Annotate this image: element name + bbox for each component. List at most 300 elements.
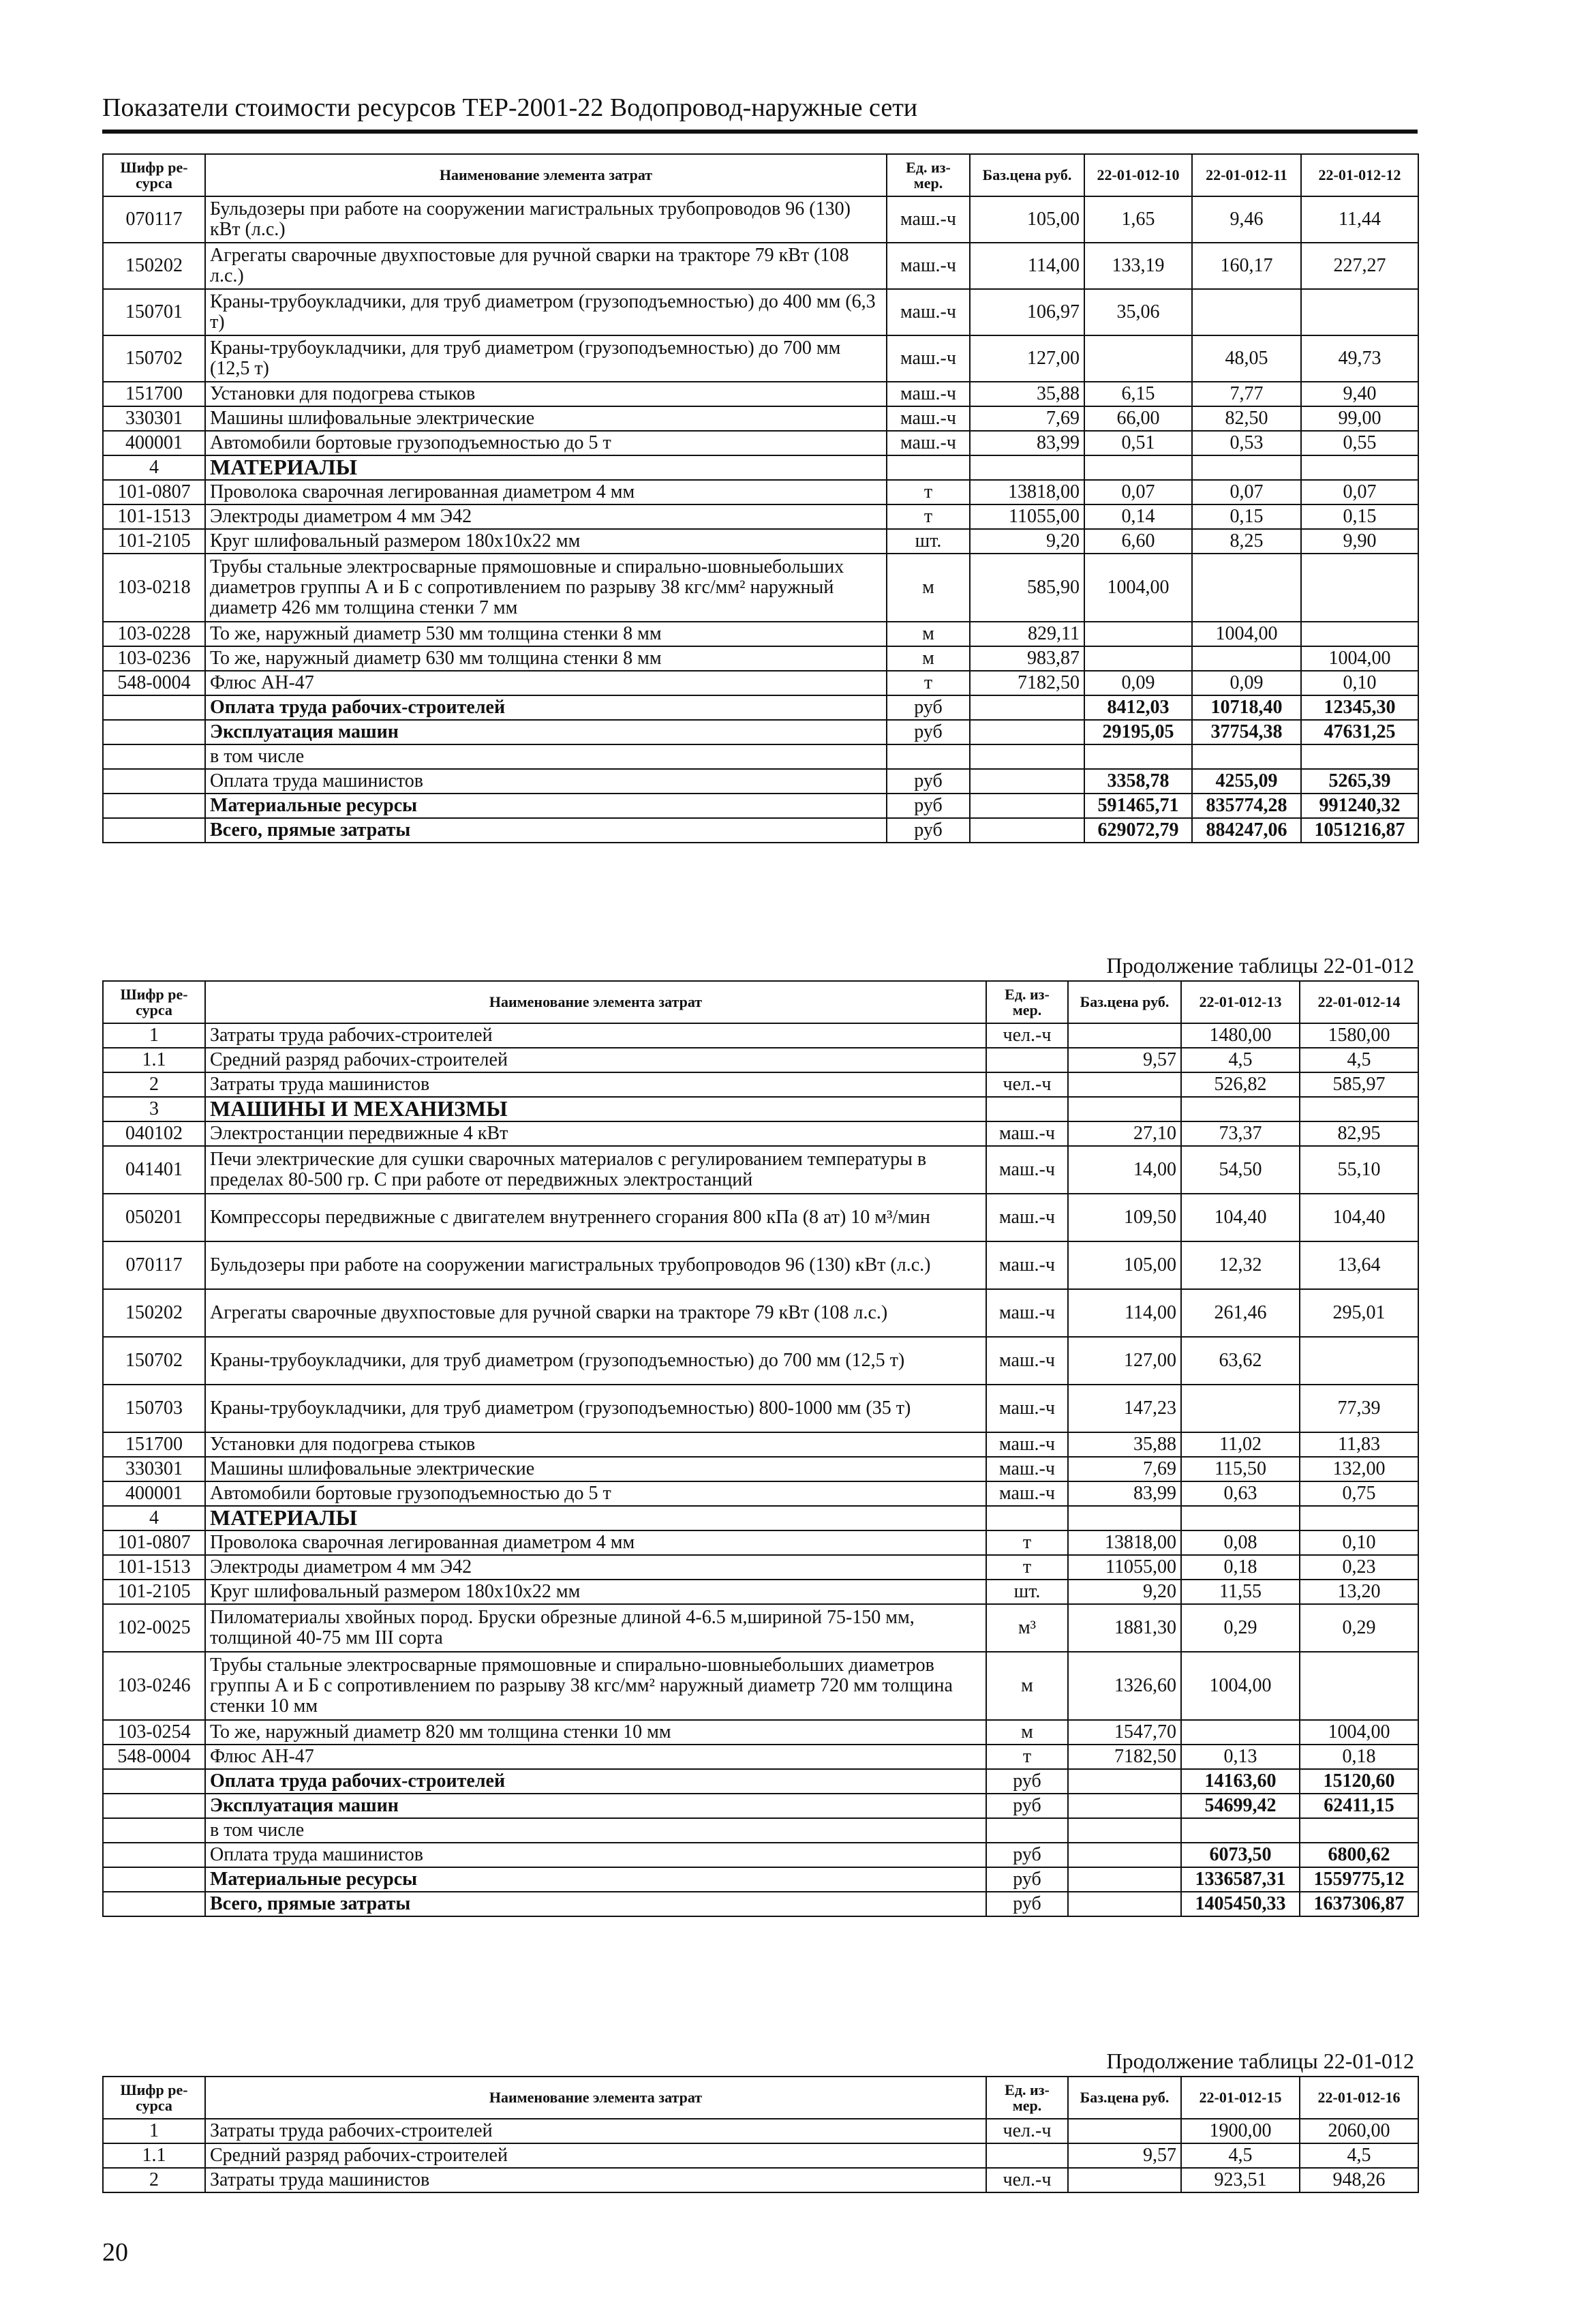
table-row <box>103 1241 1418 1289</box>
header-row <box>103 154 1418 196</box>
resource-name-cell: Установки для подогрева стыков <box>205 382 887 406</box>
value-cell: 37754,38 <box>1192 720 1301 744</box>
unit-cell <box>986 1506 1068 1530</box>
resource-code-cell: 1 <box>103 1023 205 1048</box>
value-cell: 54699,42 <box>1181 1794 1300 1818</box>
value-cell: 227,27 <box>1301 243 1418 289</box>
value-cell: 6073,50 <box>1181 1843 1300 1867</box>
unit-cell: маш.-ч <box>986 1432 1068 1457</box>
value-cell: 1004,00 <box>1181 1652 1300 1720</box>
value-cell: 10718,40 <box>1192 695 1301 720</box>
resource-name-cell: Эксплуатация машин <box>205 720 887 744</box>
unit-cell: т <box>986 1530 1068 1555</box>
base-price-cell <box>1068 1867 1181 1892</box>
base-price-cell <box>970 818 1084 843</box>
value-cell: 77,39 <box>1300 1385 1418 1432</box>
value-cell: 629072,79 <box>1084 818 1192 843</box>
continuation-note-1: Продолжение таблицы 22-01-012 <box>1106 953 1414 978</box>
value-cell: 0,09 <box>1192 671 1301 695</box>
value-cell: 6800,62 <box>1300 1843 1418 1867</box>
resource-name-cell: То же, наружный диаметр 820 мм толщина стенки 10 мм <box>205 1720 986 1745</box>
value-cell: 1405450,33 <box>1181 1892 1300 1916</box>
unit-cell: руб <box>887 695 970 720</box>
resource-name-cell: Затраты труда рабочих-строителей <box>205 1023 986 1048</box>
table-row <box>103 335 1418 382</box>
table-row <box>103 769 1418 794</box>
value-cell: 132,00 <box>1300 1457 1418 1481</box>
value-cell: 591465,71 <box>1084 794 1192 818</box>
value-cell: 0,53 <box>1192 431 1301 455</box>
resource-code-cell: 103-0236 <box>103 646 205 671</box>
value-cell: 1,65 <box>1084 196 1192 243</box>
base-price-cell <box>1068 1023 1181 1048</box>
table-row <box>103 1720 1418 1745</box>
base-price-cell <box>970 720 1084 744</box>
value-cell: 9,40 <box>1301 382 1418 406</box>
value-cell <box>1301 455 1418 480</box>
resource-name-cell: Затраты труда машинистов <box>205 1072 986 1097</box>
table-row <box>103 1818 1418 1843</box>
value-cell: 0,07 <box>1301 480 1418 504</box>
resource-code-cell: 150202 <box>103 243 205 289</box>
base-price-cell <box>970 455 1084 480</box>
value-cell: 0,55 <box>1301 431 1418 455</box>
resource-code-cell <box>103 1867 205 1892</box>
unit-cell: маш.-ч <box>986 1194 1068 1241</box>
value-cell <box>1084 744 1192 769</box>
resource-name-cell: в том числе <box>205 744 887 769</box>
table-row <box>103 1121 1418 1146</box>
table-row <box>103 2119 1418 2143</box>
column-header: Наименование элемента затрат <box>205 2077 986 2119</box>
value-cell: 295,01 <box>1300 1289 1418 1337</box>
base-price-cell: 9,20 <box>1068 1580 1181 1604</box>
base-price-cell <box>1068 1892 1181 1916</box>
value-cell: 160,17 <box>1192 243 1301 289</box>
resource-name-cell: Флюс АН-47 <box>205 1745 986 1769</box>
resource-table-2 <box>102 980 1419 1917</box>
resource-name-cell: Оплата труда рабочих-строителей <box>205 1769 986 1794</box>
resource-name-cell: Краны-трубоукладчики, для труб диаметром (грузоподъемностью) до 700 мм (12,5 т) <box>205 1337 986 1385</box>
base-price-cell: 7182,50 <box>1068 1745 1181 1769</box>
resource-name-cell: Эксплуатация машин <box>205 1794 986 1818</box>
value-cell <box>1181 1097 1300 1121</box>
value-cell: 9,46 <box>1192 196 1301 243</box>
value-cell: 991240,32 <box>1301 794 1418 818</box>
unit-cell <box>887 455 970 480</box>
header-row <box>103 981 1418 1023</box>
unit-cell: маш.-ч <box>986 1289 1068 1337</box>
value-cell: 11,55 <box>1181 1580 1300 1604</box>
value-cell: 82,95 <box>1300 1121 1418 1146</box>
value-cell <box>1301 622 1418 646</box>
value-cell <box>1192 744 1301 769</box>
value-cell: 4,5 <box>1181 2143 1300 2168</box>
unit-cell: маш.-ч <box>887 406 970 431</box>
resource-name-cell: Агрегаты сварочные двухпостовые для ручной сварки на тракторе 79 кВт (108 л.с.) <box>205 1289 986 1337</box>
resource-code-cell <box>103 1769 205 1794</box>
resource-code-cell: 070117 <box>103 196 205 243</box>
base-price-cell: 9,20 <box>970 529 1084 554</box>
unit-cell: руб <box>887 794 970 818</box>
unit-cell <box>986 1097 1068 1121</box>
value-cell: 4,5 <box>1300 1048 1418 1072</box>
resource-name-cell: Затраты труда рабочих-строителей <box>205 2119 986 2143</box>
resource-name-cell: Автомобили бортовые грузоподъемностью до 5 т <box>205 1481 986 1506</box>
value-cell <box>1300 1337 1418 1385</box>
unit-cell: м <box>887 646 970 671</box>
unit-cell <box>986 1818 1068 1843</box>
value-cell <box>1084 622 1192 646</box>
resource-name-cell: МАТЕРИАЛЫ <box>205 455 887 480</box>
column-header: Ед. из-мер. <box>986 981 1068 1023</box>
table-row <box>103 1097 1418 1121</box>
base-price-cell <box>1068 2119 1181 2143</box>
unit-cell <box>986 2143 1068 2168</box>
value-cell: 1051216,87 <box>1301 818 1418 843</box>
base-price-cell <box>1068 1506 1181 1530</box>
unit-cell: т <box>887 671 970 695</box>
column-header: Шифр ре-сурса <box>103 154 205 196</box>
base-price-cell: 114,00 <box>1068 1289 1181 1337</box>
resource-code-cell: 1.1 <box>103 1048 205 1072</box>
unit-cell: маш.-ч <box>986 1457 1068 1481</box>
table-row <box>103 1072 1418 1097</box>
resource-code-cell: 041401 <box>103 1146 205 1194</box>
value-cell: 0,18 <box>1300 1745 1418 1769</box>
value-cell: 0,51 <box>1084 431 1192 455</box>
value-cell: 47631,25 <box>1301 720 1418 744</box>
resource-name-cell: МАШИНЫ И МЕХАНИЗМЫ <box>205 1097 986 1121</box>
base-price-cell <box>1068 1769 1181 1794</box>
resource-code-cell: 102-0025 <box>103 1604 205 1652</box>
resource-name-cell: Всего, прямые затраты <box>205 1892 986 1916</box>
value-cell: 4255,09 <box>1192 769 1301 794</box>
base-price-cell: 105,00 <box>1068 1241 1181 1289</box>
value-cell: 7,77 <box>1192 382 1301 406</box>
resource-name-cell: МАТЕРИАЛЫ <box>205 1506 986 1530</box>
value-cell: 884247,06 <box>1192 818 1301 843</box>
resource-name-cell: Пиломатериалы хвойных пород. Бруски обрезные длиной 4-6.5 м,шириной 75-150 мм, толщиной 40-75 мм III сорта <box>205 1604 986 1652</box>
base-price-cell: 7,69 <box>1068 1457 1181 1481</box>
resource-code-cell: 400001 <box>103 1481 205 1506</box>
value-cell: 0,18 <box>1181 1555 1300 1580</box>
unit-cell: маш.-ч <box>986 1337 1068 1385</box>
unit-cell: м <box>986 1720 1068 1745</box>
value-cell: 8,25 <box>1192 529 1301 554</box>
resource-code-cell: 548-0004 <box>103 671 205 695</box>
resource-code-cell <box>103 818 205 843</box>
resource-code-cell: 103-0218 <box>103 554 205 622</box>
table-row <box>103 720 1418 744</box>
table-row <box>103 431 1418 455</box>
value-cell <box>1192 646 1301 671</box>
base-price-cell: 1326,60 <box>1068 1652 1181 1720</box>
resource-name-cell: Краны-трубоукладчики, для труб диаметром (грузоподъемностью) до 700 мм (12,5 т) <box>205 335 887 382</box>
column-header: Баз.цена руб. <box>1068 981 1181 1023</box>
base-price-cell: 13818,00 <box>970 480 1084 504</box>
value-cell: 12345,30 <box>1301 695 1418 720</box>
value-cell: 63,62 <box>1181 1337 1300 1385</box>
base-price-cell <box>1068 1097 1181 1121</box>
unit-cell: чел.-ч <box>986 2168 1068 2192</box>
table-row <box>103 744 1418 769</box>
resource-name-cell: Проволока сварочная легированная диаметром 4 мм <box>205 480 887 504</box>
base-price-cell <box>1068 1072 1181 1097</box>
resource-name-cell: Краны-трубоукладчики, для труб диаметром (грузоподъемностью) 800-1000 мм (35 т) <box>205 1385 986 1432</box>
resource-name-cell: То же, наружный диаметр 530 мм толщина стенки 8 мм <box>205 622 887 646</box>
resource-code-cell: 330301 <box>103 1457 205 1481</box>
unit-cell <box>986 1048 1068 1072</box>
value-cell: 1900,00 <box>1181 2119 1300 2143</box>
value-cell: 0,23 <box>1300 1555 1418 1580</box>
resource-code-cell: 070117 <box>103 1241 205 1289</box>
table-row <box>103 794 1418 818</box>
resource-code-cell: 2 <box>103 2168 205 2192</box>
value-cell: 11,02 <box>1181 1432 1300 1457</box>
value-cell: 0,29 <box>1300 1604 1418 1652</box>
value-cell: 11,44 <box>1301 196 1418 243</box>
base-price-cell: 147,23 <box>1068 1385 1181 1432</box>
value-cell <box>1300 1818 1418 1843</box>
resource-name-cell: Оплата труда рабочих-строителей <box>205 695 887 720</box>
value-cell: 49,73 <box>1301 335 1418 382</box>
resource-name-cell: Оплата труда машинистов <box>205 769 887 794</box>
table-row <box>103 1580 1418 1604</box>
base-price-cell: 829,11 <box>970 622 1084 646</box>
base-price-cell <box>970 769 1084 794</box>
table-row <box>103 695 1418 720</box>
resource-name-cell: Материальные ресурсы <box>205 794 887 818</box>
value-cell <box>1192 289 1301 335</box>
column-header: Наименование элемента затрат <box>205 981 986 1023</box>
table-row <box>103 1867 1418 1892</box>
value-cell: 6,15 <box>1084 382 1192 406</box>
value-cell: 55,10 <box>1300 1146 1418 1194</box>
column-header: Баз.цена руб. <box>1068 2077 1181 2119</box>
resource-name-cell: Флюс АН-47 <box>205 671 887 695</box>
value-cell <box>1181 1385 1300 1432</box>
unit-cell: руб <box>887 818 970 843</box>
resource-code-cell <box>103 1818 205 1843</box>
column-header: Шифр ре-сурса <box>103 2077 205 2119</box>
resource-code-cell <box>103 1892 205 1916</box>
unit-cell: маш.-ч <box>887 289 970 335</box>
table-row <box>103 1530 1418 1555</box>
resource-name-cell: Круг шлифовальный размером 180x10x22 мм <box>205 529 887 554</box>
unit-cell: руб <box>887 720 970 744</box>
base-price-cell: 11055,00 <box>1068 1555 1181 1580</box>
table-row <box>103 622 1418 646</box>
value-cell <box>1300 1097 1418 1121</box>
resource-code-cell: 040102 <box>103 1121 205 1146</box>
table-row <box>103 1457 1418 1481</box>
base-price-cell: 127,00 <box>970 335 1084 382</box>
value-cell <box>1192 455 1301 480</box>
unit-cell: шт. <box>887 529 970 554</box>
value-cell: 13,64 <box>1300 1241 1418 1289</box>
unit-cell: руб <box>986 1892 1068 1916</box>
value-cell: 54,50 <box>1181 1146 1300 1194</box>
table-row <box>103 671 1418 695</box>
table-row <box>103 1385 1418 1432</box>
value-cell <box>1181 1506 1300 1530</box>
resource-name-cell: Проволока сварочная легированная диаметром 4 мм <box>205 1530 986 1555</box>
base-price-cell: 13818,00 <box>1068 1530 1181 1555</box>
resource-code-cell: 101-1513 <box>103 1555 205 1580</box>
unit-cell: чел.-ч <box>986 1072 1068 1097</box>
unit-cell: руб <box>986 1794 1068 1818</box>
resource-name-cell: Средний разряд рабочих-строителей <box>205 2143 986 2168</box>
unit-cell: маш.-ч <box>986 1241 1068 1289</box>
base-price-cell: 983,87 <box>970 646 1084 671</box>
resource-code-cell: 050201 <box>103 1194 205 1241</box>
value-cell: 133,19 <box>1084 243 1192 289</box>
column-header: 22-01-012-15 <box>1181 2077 1300 2119</box>
table-row <box>103 406 1418 431</box>
base-price-cell <box>1068 1794 1181 1818</box>
value-cell: 9,90 <box>1301 529 1418 554</box>
table-row <box>103 1146 1418 1194</box>
resource-code-cell: 103-0246 <box>103 1652 205 1720</box>
value-cell: 1480,00 <box>1181 1023 1300 1048</box>
value-cell <box>1300 1652 1418 1720</box>
resource-code-cell: 103-0228 <box>103 622 205 646</box>
base-price-cell: 127,00 <box>1068 1337 1181 1385</box>
base-price-cell <box>1068 1818 1181 1843</box>
resource-code-cell: 1.1 <box>103 2143 205 2168</box>
table-row <box>103 1506 1418 1530</box>
resource-name-cell: Бульдозеры при работе на сооружении магистральных трубопроводов 96 (130) кВт (л.с.) <box>205 196 887 243</box>
unit-cell: руб <box>986 1867 1068 1892</box>
base-price-cell <box>1068 2168 1181 2192</box>
column-header: 22-01-012-12 <box>1301 154 1418 196</box>
unit-cell: м <box>887 622 970 646</box>
resource-code-cell: 151700 <box>103 1432 205 1457</box>
column-header: 22-01-012-16 <box>1300 2077 1418 2119</box>
value-cell: 82,50 <box>1192 406 1301 431</box>
unit-cell: шт. <box>986 1580 1068 1604</box>
value-cell <box>1301 554 1418 622</box>
column-header: Баз.цена руб. <box>970 154 1084 196</box>
resource-code-cell: 330301 <box>103 406 205 431</box>
value-cell: 35,06 <box>1084 289 1192 335</box>
base-price-cell: 83,99 <box>970 431 1084 455</box>
value-cell <box>1181 1720 1300 1745</box>
resource-name-cell: Электроды диаметром 4 мм Э42 <box>205 1555 986 1580</box>
base-price-cell: 105,00 <box>970 196 1084 243</box>
resource-code-cell: 150703 <box>103 1385 205 1432</box>
table-row <box>103 1048 1418 1072</box>
unit-cell: маш.-ч <box>986 1146 1068 1194</box>
column-header: Ед. из-мер. <box>887 154 970 196</box>
value-cell <box>1084 646 1192 671</box>
value-cell: 1336587,31 <box>1181 1867 1300 1892</box>
resource-name-cell: Установки для подогрева стыков <box>205 1432 986 1457</box>
table-row <box>103 455 1418 480</box>
value-cell: 0,15 <box>1192 504 1301 529</box>
value-cell: 0,13 <box>1181 1745 1300 1769</box>
value-cell: 13,20 <box>1300 1580 1418 1604</box>
unit-cell: т <box>986 1555 1068 1580</box>
value-cell: 2060,00 <box>1300 2119 1418 2143</box>
unit-cell: маш.-ч <box>887 196 970 243</box>
table-row <box>103 243 1418 289</box>
base-price-cell: 9,57 <box>1068 1048 1181 1072</box>
table-row <box>103 1555 1418 1580</box>
header-row <box>103 2077 1418 2119</box>
value-cell: 923,51 <box>1181 2168 1300 2192</box>
table-row <box>103 289 1418 335</box>
column-header: Шифр ре-сурса <box>103 981 205 1023</box>
table-row <box>103 1843 1418 1867</box>
value-cell: 48,05 <box>1192 335 1301 382</box>
resource-code-cell <box>103 769 205 794</box>
resource-name-cell: Трубы стальные электросварные прямошовные и спирально-шовныебольших диаметров группы А и Б с сопротивлением по разрыву 38 кгс/мм² наружный диаметр 426 мм толщина стенки 7 мм <box>205 554 887 622</box>
resource-name-cell: Машины шлифовальные электрические <box>205 1457 986 1481</box>
base-price-cell <box>1068 1843 1181 1867</box>
table-row <box>103 2143 1418 2168</box>
base-price-cell: 11055,00 <box>970 504 1084 529</box>
resource-name-cell: Средний разряд рабочих-строителей <box>205 1048 986 1072</box>
resource-name-cell: Затраты труда машинистов <box>205 2168 986 2192</box>
value-cell: 585,97 <box>1300 1072 1418 1097</box>
unit-cell: маш.-ч <box>887 431 970 455</box>
table-row <box>103 1652 1418 1720</box>
resource-code-cell: 103-0254 <box>103 1720 205 1745</box>
resource-name-cell: Трубы стальные электросварные прямошовные и спирально-шовныебольших диаметров группы А и Б с сопротивлением по разрыву 38 кгс/мм² наружный диаметр 720 мм толщина стенки 10 мм <box>205 1652 986 1720</box>
resource-name-cell: Электростанции передвижные 4 кВт <box>205 1121 986 1146</box>
base-price-cell: 9,57 <box>1068 2143 1181 2168</box>
value-cell: 99,00 <box>1301 406 1418 431</box>
table-row <box>103 2168 1418 2192</box>
value-cell: 0,63 <box>1181 1481 1300 1506</box>
table-row <box>103 1337 1418 1385</box>
unit-cell: м <box>986 1652 1068 1720</box>
page-title: Показатели стоимости ресурсов ТЕР-2001-22 Водопровод-наружные сети <box>102 93 918 122</box>
table-row <box>103 480 1418 504</box>
column-header: Наименование элемента затрат <box>205 154 887 196</box>
base-price-cell: 7,69 <box>970 406 1084 431</box>
value-cell <box>1181 1818 1300 1843</box>
value-cell: 526,82 <box>1181 1072 1300 1097</box>
value-cell: 73,37 <box>1181 1121 1300 1146</box>
resource-name-cell: Печи электрические для сушки сварочных материалов с регулированием температуры в пределах 80-500 гр. С при работе от передвижных электростанций <box>205 1146 986 1194</box>
value-cell: 4,5 <box>1300 2143 1418 2168</box>
value-cell: 1004,00 <box>1300 1720 1418 1745</box>
base-price-cell <box>970 695 1084 720</box>
resource-name-cell: Бульдозеры при работе на сооружении магистральных трубопроводов 96 (130) кВт (л.с.) <box>205 1241 986 1289</box>
table-row <box>103 1604 1418 1652</box>
table-row <box>103 1794 1418 1818</box>
value-cell: 4,5 <box>1181 1048 1300 1072</box>
unit-cell: руб <box>887 769 970 794</box>
resource-name-cell: Машины шлифовальные электрические <box>205 406 887 431</box>
table-row <box>103 1432 1418 1457</box>
value-cell: 835774,28 <box>1192 794 1301 818</box>
unit-cell: маш.-ч <box>887 335 970 382</box>
unit-cell: маш.-ч <box>986 1385 1068 1432</box>
unit-cell: руб <box>986 1769 1068 1794</box>
value-cell <box>1192 554 1301 622</box>
table-row <box>103 646 1418 671</box>
resource-code-cell: 1 <box>103 2119 205 2143</box>
resource-code-cell: 3 <box>103 1097 205 1121</box>
resource-code-cell: 2 <box>103 1072 205 1097</box>
value-cell: 0,07 <box>1084 480 1192 504</box>
value-cell <box>1300 1506 1418 1530</box>
unit-cell: чел.-ч <box>986 1023 1068 1048</box>
